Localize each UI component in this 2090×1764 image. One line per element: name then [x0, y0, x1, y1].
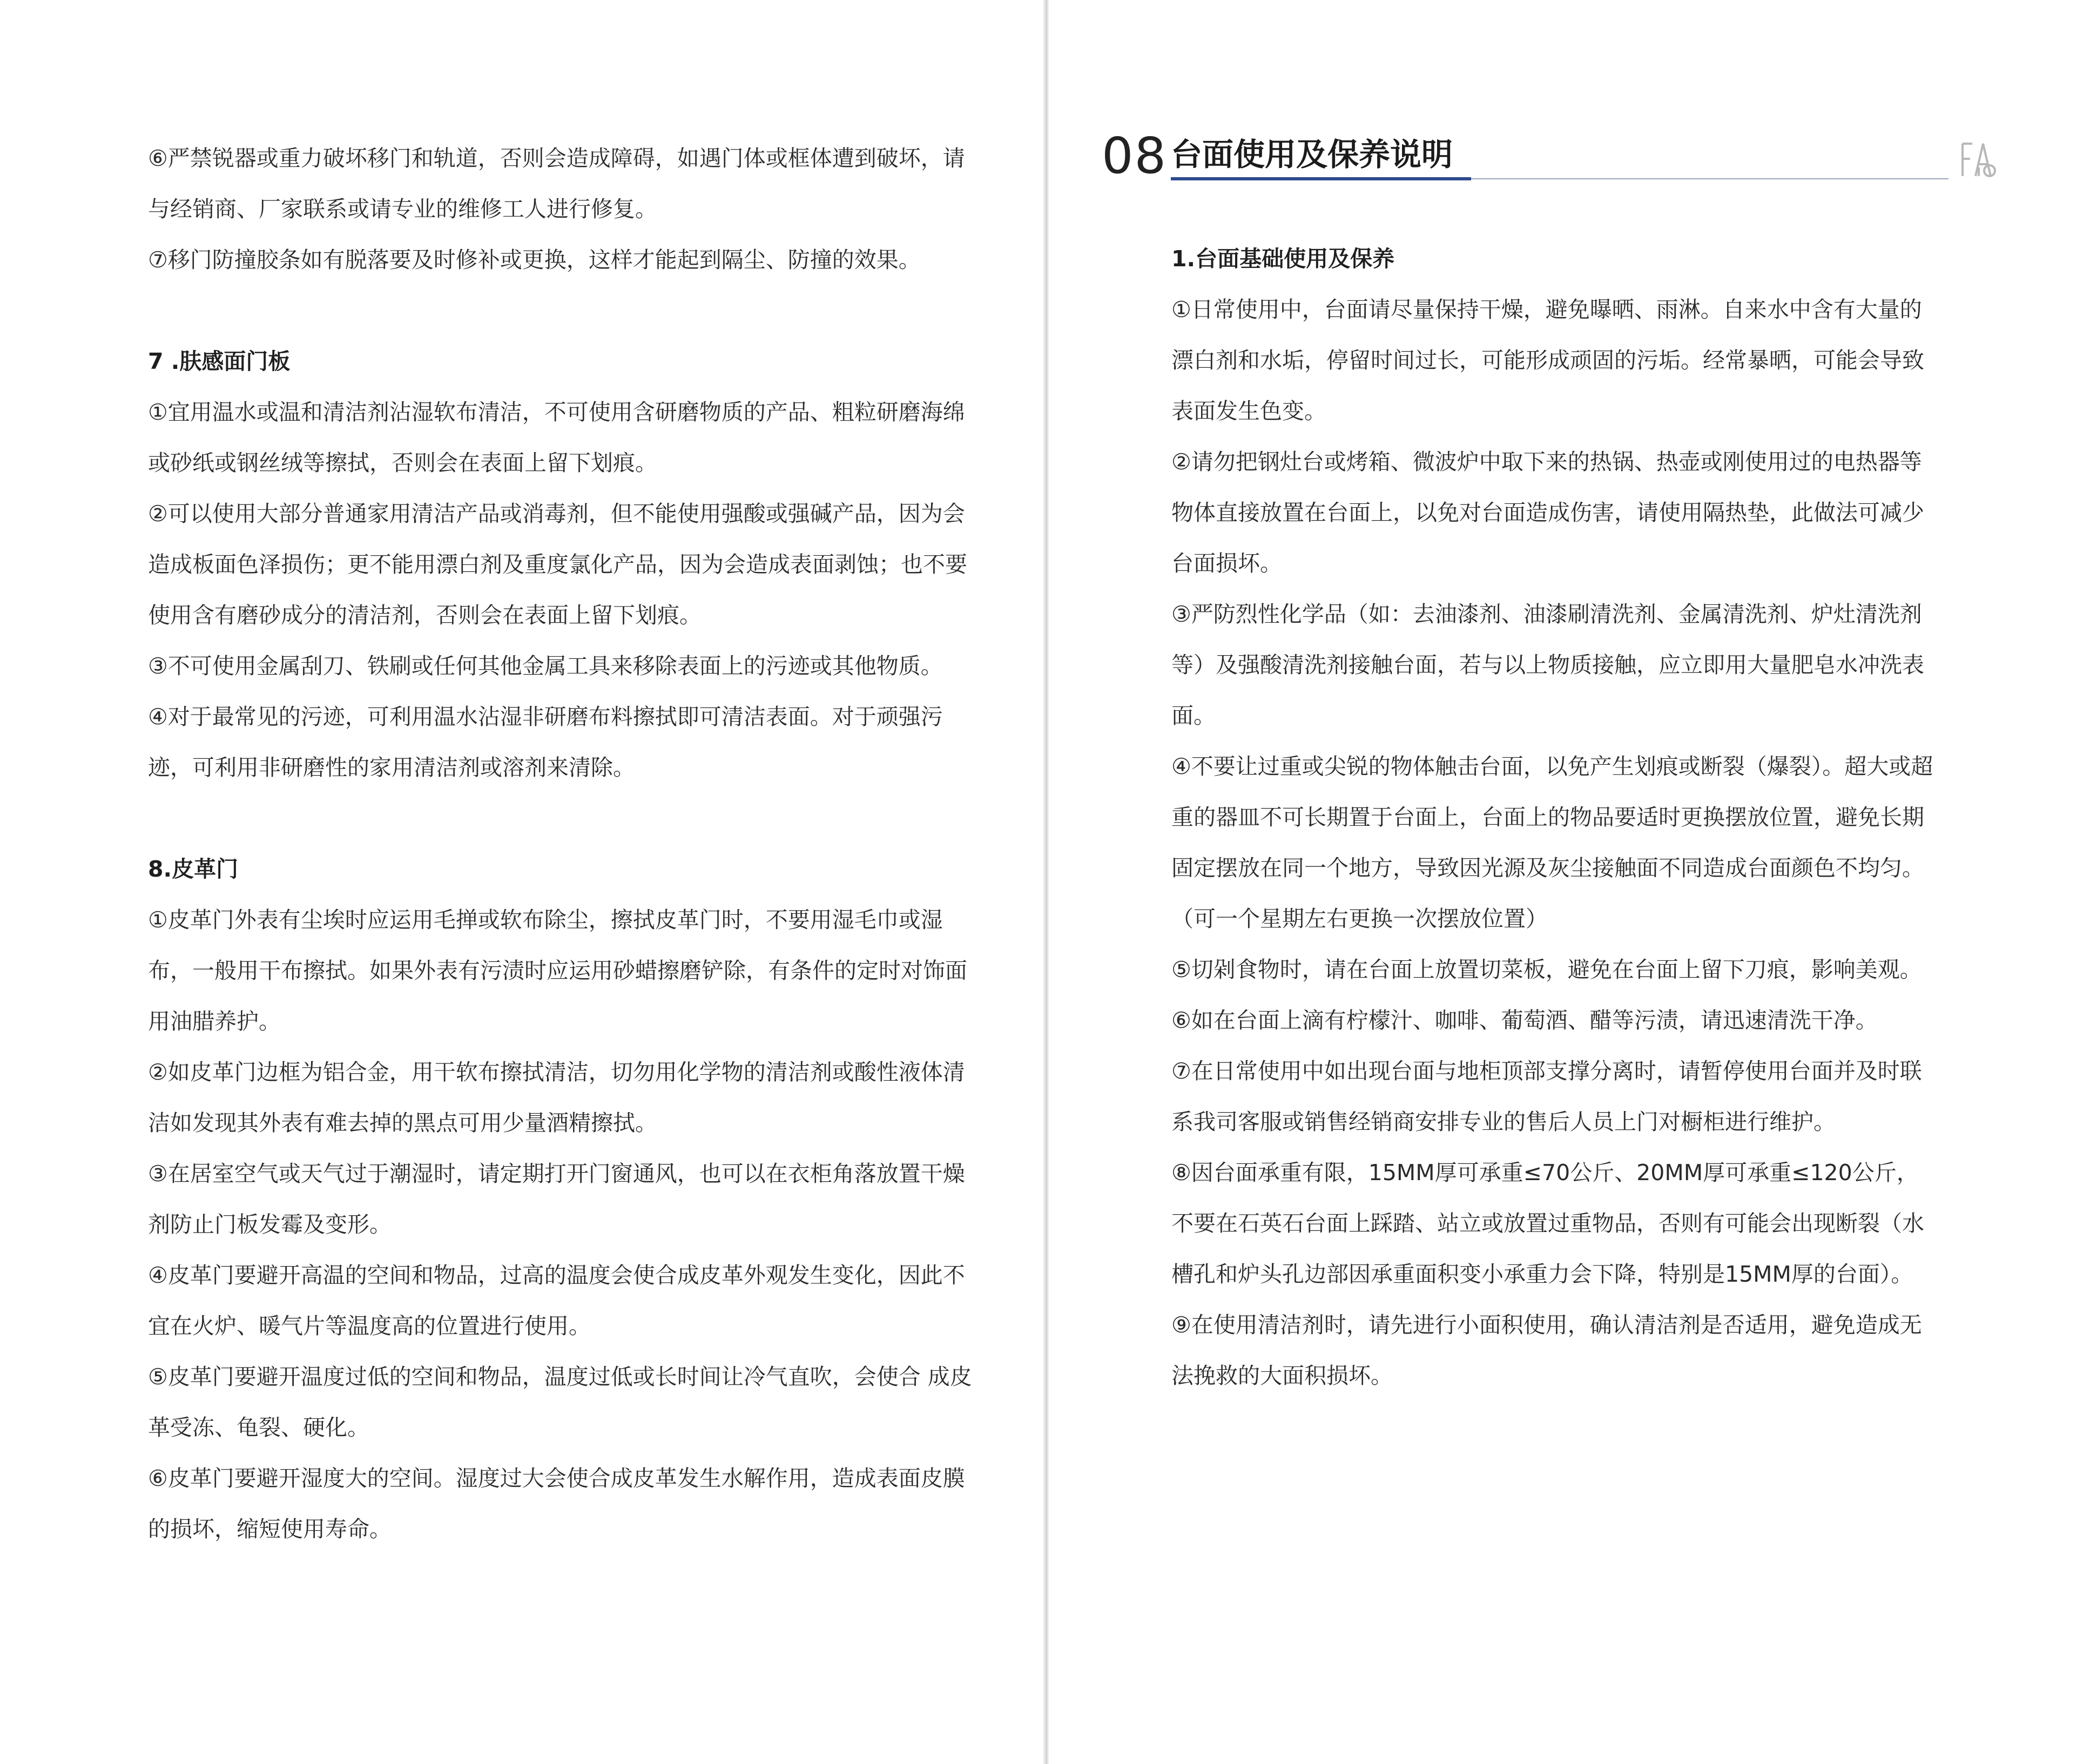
left-page: [0, 0, 1043, 1764]
section-1-paragraph-4: ④不要让过重或尖锐的物体触击台面，以免产生划痕或断裂（爆裂）。超大或超重的器皿不可长期置于台面上，台面上的物品要适时更换摆放位置，避免长期固定摆放在同一个地方，导致因光源及灰尘接触面不同造成台面颜色不均匀。（可一个星期左右更换一次摆放位置）: [1171, 753, 1933, 932]
section-1-paragraph-3: ③严防烈性化学品（如：去油漆剂、油漆刷清洗剂、金属清洗剂、炉灶清洗剂等）及强酸清洗剂接触台面，若与以上物质接触，应立即用大量肥皂水冲洗表面。: [1171, 601, 1924, 729]
brand-monogram-icon: [1959, 140, 1998, 179]
section-8-paragraph-2: ②如皮革门边框为铝合金，用干软布擦拭清洁，切勿用化学物的清洁剂或酸性液体清洁如发现其外表有难去掉的黑点可用少量酒精擦拭。: [148, 1059, 965, 1136]
section-1-paragraph-5: ⑤切剁食物时，请在台面上放置切菜板，避免在台面上留下刀痕，影响美观。: [1171, 957, 1922, 982]
intro-paragraph-6: ⑥严禁锐器或重力破坏移门和轨道，否则会造成障碍，如遇门体或框体遭到破坏，请与经销商、厂家联系或请专业的维修工人进行修复。: [148, 145, 965, 222]
page-gutter: [1043, 0, 1049, 1764]
chapter-header: [1102, 126, 1998, 186]
section-7-paragraph-3: ③不可使用金属刮刀、铁刷或任何其他金属工具来移除表面上的污迹或其他物质。: [148, 653, 943, 679]
section-1-heading: 1.台面基础使用及保养: [1171, 246, 1395, 272]
section-8-heading: 8.皮革门: [148, 856, 239, 882]
right-page: [1049, 0, 2090, 1764]
section-1-paragraph-2: ②请勿把钢灶台或烤箱、微波炉中取下来的热锅、热壶或刚使用过的电热器等物体直接放置在台面上，以免对台面造成伤害，请使用隔热垫，此做法可减少台面损坏。: [1171, 449, 1924, 576]
spacer: [148, 793, 980, 844]
section-7-paragraph-4: ④对于最常见的污迹，可利用温水沾湿非研磨布料擦拭即可清洁表面。对于顽强污迹，可利用非研磨性的家用清洁剂或溶剂来清除。: [148, 704, 943, 780]
intro-paragraph-7: ⑦移门防撞胶条如有脱落要及时修补或更换，这样才能起到隔尘、防撞的效果。: [148, 247, 921, 273]
section-8-paragraph-5: ⑤皮革门要避开温度过低的空间和物品，温度过低或长时间让冷气直吹，会使合 成皮革受冻、龟裂、硬化。: [148, 1364, 972, 1440]
spacer: [148, 285, 980, 336]
section-1-paragraph-8: ⑧因台面承重有限，15MM厚可承重≤70公斤、20MM厚可承重≤120公斤，不要在石英石台面上踩踏、站立或放置过重物品，否则有可能会出现断裂（水槽孔和炉头孔边部因承重面积变小承重力会下降，特别是15MM厚的台面）。: [1171, 1160, 1924, 1287]
section-7-paragraph-2: ②可以使用大部分普通家用清洁产品或消毒剂，但不能使用强酸或强碱产品，因为会造成板面色泽损伤；更不能用漂白剂及重度氯化产品，因为会造成表面剥蚀；也不要使用含有磨砂成分的清洁剂，否则会在表面上留下划痕。: [148, 501, 967, 628]
section-1-paragraph-9: ⑨在使用清洁剂时，请先进行小面积使用，确认清洁剂是否适用，避免造成无法挽救的大面积损坏。: [1171, 1312, 1922, 1389]
section-8-paragraph-4: ④皮革门要避开高温的空间和物品，过高的温度会使合成皮革外观发生变化，因此不宜在火炉、暖气片等温度高的位置进行使用。: [148, 1262, 965, 1339]
chapter-number: 08: [1102, 127, 1168, 185]
title-accent-rule: [1171, 177, 1471, 180]
section-1-paragraph-7: ⑦在日常使用中如出现台面与地柜顶部支撑分离时，请暂停使用台面并及时联系我司客服或销售经销商安排专业的售后人员上门对橱柜进行维护。: [1171, 1058, 1922, 1135]
section-7-paragraph-1: ①宜用温水或温和清洁剂沾湿软布清洁，不可使用含研磨物质的产品、粗粒研磨海绵或砂纸或钢丝绒等擦拭，否则会在表面上留下划痕。: [148, 399, 965, 476]
left-text-column: [148, 133, 980, 1554]
section-7-heading: 7 .肤感面门板: [148, 348, 291, 374]
section-8-paragraph-1: ①皮革门外表有尘埃时应运用毛掸或软布除尘，擦拭皮革门时，不要用湿毛巾或湿布，一般用干布擦拭。如果外表有污渍时应运用砂蜡擦磨铲除，有条件的定时对饰面用油腊养护。: [148, 907, 967, 1034]
chapter-title: 台面使用及保养说明: [1171, 136, 1453, 173]
section-8-paragraph-3: ③在居室空气或天气过于潮湿时，请定期打开门窗通风，也可以在衣柜角落放置干燥剂防止门板发霉及变形。: [148, 1161, 965, 1237]
section-8-paragraph-6: ⑥皮革门要避开湿度大的空间。湿度过大会使合成皮革发生水解作用，造成表面皮膜的损坏，缩短使用寿命。: [148, 1465, 965, 1542]
section-1-paragraph-6: ⑥如在台面上滴有柠檬汁、咖啡、葡萄酒、醋等污渍，请迅速清洗干净。: [1171, 1007, 1878, 1033]
section-1-paragraph-1: ①日常使用中，台面请尽量保持干燥，避免曝晒、雨淋。自来水中含有大量的漂白剂和水垢，停留时间过长，可能形成顽固的污垢。经常暴晒，可能会导致表面发生色变。: [1171, 297, 1924, 424]
right-text-column: [1171, 233, 1938, 1401]
